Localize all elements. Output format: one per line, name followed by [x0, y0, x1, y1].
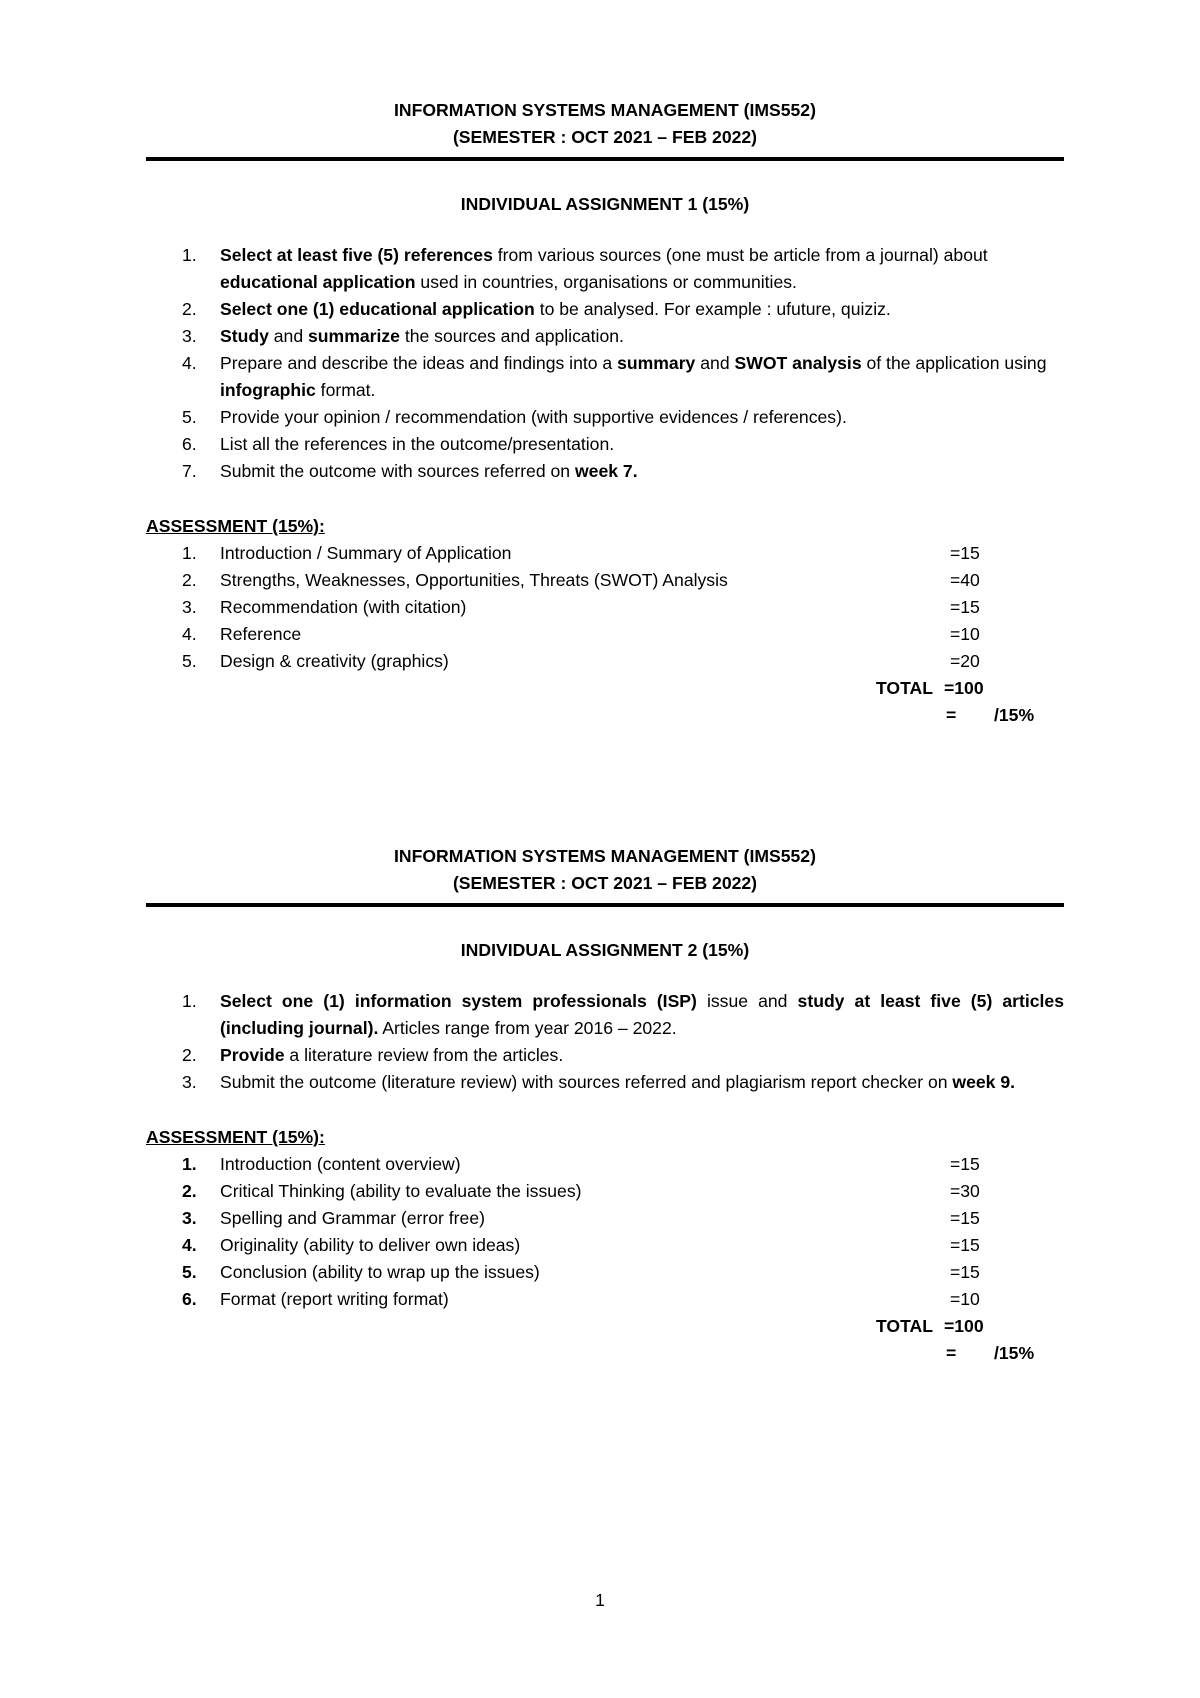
- assessment-heading: ASSESSMENT (15%):: [146, 1127, 325, 1147]
- criteria-row: [146, 648, 1064, 675]
- criteria-row: [146, 1178, 1064, 1205]
- weight-percent: /15%: [994, 705, 1035, 725]
- criteria-number: 2.: [182, 570, 197, 590]
- criteria-score: =20: [950, 651, 980, 671]
- task-number: 5.: [182, 407, 197, 427]
- task-text: of the application using: [861, 353, 1047, 373]
- task-text: infographic: [220, 380, 316, 400]
- task-item: [146, 988, 1064, 1042]
- task-text: educational application: [220, 272, 416, 292]
- criteria-score: =15: [950, 597, 980, 617]
- page-number: 1: [595, 1590, 605, 1610]
- criteria-score: =30: [950, 1181, 980, 1201]
- criteria-row: [146, 1286, 1064, 1313]
- assignment-title: INDIVIDUAL ASSIGNMENT 1 (15%): [460, 194, 750, 214]
- criteria-label: Recommendation (with citation): [220, 597, 467, 617]
- task-text: Select one (1) information system professionals (ISP): [220, 991, 697, 1011]
- task-text: from various sources (one must be article from a journal) about: [492, 245, 988, 265]
- criteria-label: Introduction / Summary of Application: [220, 543, 512, 563]
- task-text: week 9.: [952, 1072, 1016, 1092]
- total-value: =100: [944, 678, 984, 698]
- assignment-2-section: [146, 843, 1064, 1367]
- assessment-criteria-list: [146, 540, 1064, 675]
- equals-sign: =: [946, 1343, 957, 1363]
- criteria-number: 3.: [182, 597, 197, 617]
- task-text: week 7.: [574, 461, 638, 481]
- task-text: Select at least five (5) references: [220, 245, 493, 265]
- task-number: 4.: [182, 353, 197, 373]
- weighted-row: [146, 702, 1064, 729]
- criteria-score: =15: [950, 1235, 980, 1255]
- criteria-score: =40: [950, 570, 980, 590]
- criteria-label: Reference: [220, 624, 302, 644]
- criteria-score: =15: [950, 543, 980, 563]
- criteria-score: =10: [950, 1289, 980, 1309]
- task-text: Provide: [220, 1045, 285, 1065]
- weight-percent: /15%: [994, 1343, 1035, 1363]
- semester-line: (SEMESTER : OCT 2021 – FEB 2022): [452, 873, 758, 893]
- task-text: summary: [617, 353, 696, 373]
- task-text: Study: [220, 326, 269, 346]
- assessment-criteria-list: [146, 1151, 1064, 1313]
- criteria-score: =15: [950, 1208, 980, 1228]
- task-text: format.: [315, 380, 376, 400]
- task-list: [146, 242, 1064, 485]
- task-item: [146, 350, 1064, 404]
- total-row: [146, 1313, 1064, 1340]
- criteria-label: Introduction (content overview): [220, 1154, 461, 1174]
- criteria-number: 6.: [182, 1289, 197, 1309]
- total-label: TOTAL: [876, 1316, 934, 1336]
- task-item: [146, 1042, 1064, 1069]
- total-label: TOTAL: [876, 678, 934, 698]
- criteria-label: Spelling and Grammar (error free): [220, 1208, 485, 1228]
- task-text: Submit the outcome with sources referred on: [220, 461, 575, 481]
- task-number: 3.: [182, 326, 197, 346]
- task-text: List all the references in the outcome/presentation.: [220, 434, 615, 454]
- equals-sign: =: [946, 705, 957, 725]
- course-title: INFORMATION SYSTEMS MANAGEMENT (IMS552): [394, 846, 816, 866]
- task-number: 3.: [182, 1072, 197, 1092]
- task-number: 1.: [182, 991, 197, 1011]
- task-text: and: [695, 353, 735, 373]
- criteria-row: [146, 1232, 1064, 1259]
- task-number: 6.: [182, 434, 197, 454]
- criteria-row: [146, 594, 1064, 621]
- task-list: [146, 988, 1064, 1096]
- header-divider: [146, 903, 1064, 907]
- weighted-row: [146, 1340, 1064, 1367]
- task-number: 1.: [182, 245, 197, 265]
- criteria-row: [146, 1151, 1064, 1178]
- task-text: Submit the outcome (literature review) with sources referred and plagiarism report checker on: [220, 1072, 953, 1092]
- task-number: 7.: [182, 461, 197, 481]
- task-item: [146, 458, 1064, 485]
- task-text: Articles range from year 2016 – 2022.: [378, 1018, 677, 1038]
- criteria-label: Format (report writing format): [220, 1289, 449, 1309]
- task-text: to be analysed. For example : ufuture, quiziz.: [534, 299, 891, 319]
- task-item: [146, 323, 1064, 350]
- task-text: SWOT analysis: [734, 353, 862, 373]
- task-number: 2.: [182, 1045, 197, 1065]
- criteria-label: Originality (ability to deliver own ideas): [220, 1235, 521, 1255]
- task-item: [146, 404, 1064, 431]
- task-text: Prepare and describe the ideas and findings into a: [220, 353, 618, 373]
- criteria-row: [146, 1259, 1064, 1286]
- task-text: and: [268, 326, 309, 346]
- course-title: INFORMATION SYSTEMS MANAGEMENT (IMS552): [394, 100, 816, 120]
- task-text: issue and: [696, 991, 798, 1011]
- task-text: used in countries, organisations or communities.: [415, 272, 797, 292]
- header-divider: [146, 157, 1064, 161]
- task-item: [146, 1069, 1064, 1096]
- task-item: [146, 296, 1064, 323]
- criteria-number: 3.: [182, 1208, 197, 1228]
- criteria-number: 4.: [182, 1235, 197, 1255]
- criteria-score: =10: [950, 624, 980, 644]
- criteria-number: 1.: [182, 1154, 197, 1174]
- criteria-number: 4.: [182, 624, 197, 644]
- criteria-number: 2.: [182, 1181, 197, 1201]
- task-text: study at least five (5) articles (including journal).: [220, 991, 1064, 1038]
- total-row: [146, 675, 1064, 702]
- criteria-score: =15: [950, 1154, 980, 1174]
- task-item: [146, 242, 1064, 296]
- criteria-number: 5.: [182, 651, 197, 671]
- task-text: Provide your opinion / recommendation (with supportive evidences / references).: [220, 407, 847, 427]
- assignment-1-section: [146, 97, 1064, 729]
- criteria-label: Critical Thinking (ability to evaluate the issues): [220, 1181, 582, 1201]
- assessment-heading: ASSESSMENT (15%):: [146, 516, 325, 536]
- criteria-row: [146, 540, 1064, 567]
- total-value: =100: [944, 1316, 984, 1336]
- task-number: 2.: [182, 299, 197, 319]
- criteria-label: Conclusion (ability to wrap up the issues): [220, 1262, 540, 1282]
- criteria-row: [146, 1205, 1064, 1232]
- criteria-number: 1.: [182, 543, 197, 563]
- criteria-score: =15: [950, 1262, 980, 1282]
- task-item: [146, 431, 1064, 458]
- task-text: a literature review from the articles.: [284, 1045, 564, 1065]
- criteria-label: Strengths, Weaknesses, Opportunities, Threats (SWOT) Analysis: [220, 570, 728, 590]
- criteria-row: [146, 621, 1064, 648]
- criteria-row: [146, 567, 1064, 594]
- task-text: summarize: [308, 326, 400, 346]
- assignment-title: INDIVIDUAL ASSIGNMENT 2 (15%): [460, 940, 750, 960]
- semester-line: (SEMESTER : OCT 2021 – FEB 2022): [452, 127, 758, 147]
- task-text: Select one (1) educational application: [220, 299, 535, 319]
- criteria-number: 5.: [182, 1262, 197, 1282]
- task-text: the sources and application.: [399, 326, 624, 346]
- criteria-label: Design & creativity (graphics): [220, 651, 449, 671]
